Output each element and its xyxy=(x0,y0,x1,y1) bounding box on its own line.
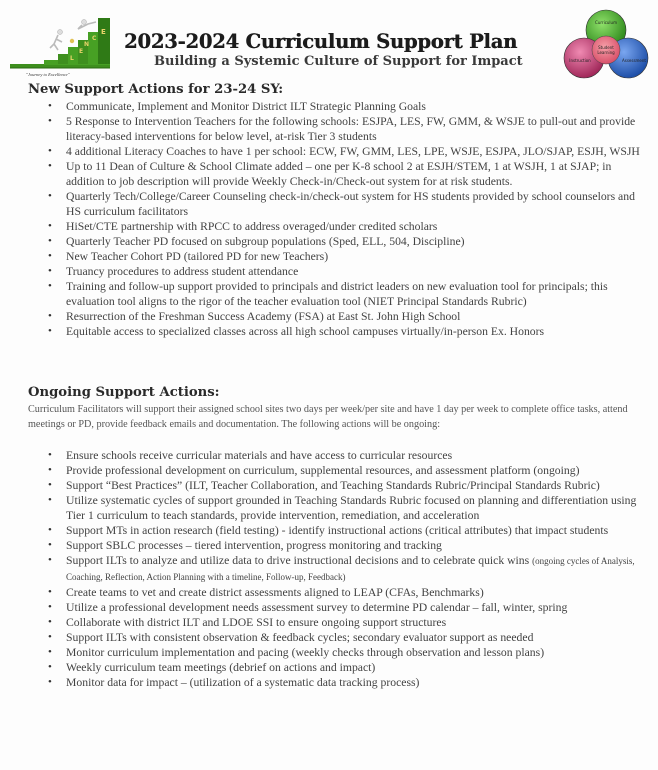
bullet-icon: • xyxy=(48,145,52,157)
bullet-icon: • xyxy=(48,494,52,506)
bullet-icon: • xyxy=(48,310,52,322)
bullet-icon: • xyxy=(48,115,52,127)
list-item: • Utilize a professional development needs assessment survey to determine PD calendar – fall, winter, spring xyxy=(48,601,568,614)
bullet-icon: • xyxy=(48,631,52,643)
bullet-icon: • xyxy=(48,235,52,247)
list-item: • Resurrection of the Freshman Success Academy (FSA) at East St. John High School xyxy=(48,310,461,323)
bullet-icon: • xyxy=(48,265,52,277)
curriculum-label: Curriculum xyxy=(595,20,617,25)
list-item: • 4 additional Literacy Coaches to have 1 per school: ECW, FW, GMM, LES, LPE, WSJE, ESJPA, JLO/SJAP, ESJH, WSJH xyxy=(48,145,640,158)
page-title: 2023-2024 Curriculum Support Plan xyxy=(124,30,518,53)
list-item: • Up to 11 Dean of Culture & School Climate added – one per K-8 school 2 at ESJH/STEM, 1 at WSJH, 1 at SJAP; in addition to job description will provide Weekly Check-in/Check-out system for at risk students. xyxy=(48,160,612,188)
journey-to-excellence-logo xyxy=(4,2,112,82)
svg-text:E: E xyxy=(101,28,106,36)
bullet-icon: • xyxy=(48,479,52,491)
ongoing-support-intro: Curriculum Facilitators will support their assigned school sites two days per week/per site and have 1 day per week to complete office tasks, attend meetings or PD, provide feedback emails and documentation. The following actions will be ongoing: xyxy=(28,404,628,430)
list-item: • Support “Best Practices” (ILT, Teacher Collaboration, and Teaching Standards Rubric/Principal Standards Rubric) xyxy=(48,479,600,492)
list-item: • Equitable access to specialized classes across all high school campuses virtually/in-person Ex. Honors xyxy=(48,325,545,338)
bullet-icon: • xyxy=(48,190,52,202)
list-item: • Collaborate with district ILT and LDOE SSI to ensure ongoing support structures xyxy=(48,616,447,629)
list-item: • Monitor data for impact – (utilization of a systematic data tracking process) xyxy=(48,676,420,689)
bullet-icon: • xyxy=(48,539,52,551)
list-item: • Ensure schools receive curricular materials and have access to curricular resources xyxy=(48,449,453,462)
svg-text:C: C xyxy=(92,35,97,42)
svg-text:L: L xyxy=(70,55,74,62)
list-item: • Quarterly Tech/College/Career Counseling check-in/check-out system for HS students provided by school counselors and HS curriculum facilitators xyxy=(48,190,635,218)
bullet-icon: • xyxy=(48,586,52,598)
list-item-note: (ongoing cycles of Analysis, Coaching, Reflection, Action Planning with a timeline, Follow-up, Feedback) xyxy=(66,556,635,582)
list-item: • Training and follow-up support provided to principals and district leaders on new evaluation tool for principals; this evaluation tool aligns to the rigor of the teacher evaluation tool (NIET Principal Standards Rubric) xyxy=(48,280,608,308)
list-item: • Communicate, Implement and Monitor District ILT Strategic Planning Goals xyxy=(48,100,426,113)
bullet-icon: • xyxy=(48,676,52,688)
svg-text:E: E xyxy=(79,48,84,55)
bullet-icon: • xyxy=(48,100,52,112)
bullet-icon: • xyxy=(48,616,52,628)
bullet-icon: • xyxy=(48,464,52,476)
instruction-label: Instruction xyxy=(569,58,591,63)
list-item: • Weekly curriculum team meetings (debrief on actions and impact) xyxy=(48,661,376,674)
new-support-list xyxy=(0,99,640,339)
bullet-icon: • xyxy=(48,250,52,262)
student-learning-label: Student Learning xyxy=(597,45,615,55)
list-item: • Create teams to vet and create district assessments aligned to LEAP (CFAs, Benchmarks) xyxy=(48,586,484,599)
bullet-icon: • xyxy=(48,220,52,232)
staircase-graphic xyxy=(4,2,112,74)
assessment-label: Assessment xyxy=(622,58,646,63)
ongoing-support-list xyxy=(0,448,640,690)
bullet-icon: • xyxy=(48,449,52,461)
page-subtitle: Building a Systemic Culture of Support for Impact xyxy=(154,54,523,69)
list-item: • Provide professional development on curriculum, supplemental resources, and assessment platform (ongoing) xyxy=(48,464,580,477)
list-item: • Quarterly Teacher PD focused on subgroup populations (Sped, ELL, 504, Discipline) xyxy=(48,235,465,248)
bullet-icon: • xyxy=(48,646,52,658)
logo-caption: "Journey to Excellence" xyxy=(26,72,70,77)
list-item: • Support ILTs to analyze and utilize data to drive instructional decisions and to celebrate quick wins (ongoing cycles of Analysis, Coaching, Reflection, Action Planning with a timeline, Follow-up, Feedback) xyxy=(48,554,635,582)
list-item: • Support ILTs with consistent observation & feedback cycles; secondary evaluator support as needed xyxy=(48,631,534,644)
venn-diagram-logo xyxy=(558,8,654,88)
bullet-icon: • xyxy=(48,601,52,613)
bullet-icon: • xyxy=(48,524,52,536)
bullet-icon: • xyxy=(48,280,52,292)
list-item: • Monitor curriculum implementation and pacing (weekly checks through observation and lesson plans) xyxy=(48,646,545,659)
bullet-icon: • xyxy=(48,661,52,673)
list-item: • Utilize systematic cycles of support grounded in Teaching Standards Rubric focused on planning and differentiation using Tier 1 curriculum to teach standards, provide intervention, remediation, and acceleration xyxy=(48,494,637,522)
list-item: • Support MTs in action research (field testing) - identify instructional actions (critical attributes) that impact students xyxy=(48,524,609,537)
list-item: • 5 Response to Intervention Teachers for the following schools: ESJPA, LES, FW, GMM, & WSJE to pull-out and provide literacy-based interventions for below level, at-risk Tier 3 students xyxy=(48,115,636,143)
ongoing-support-heading: Ongoing Support Actions: xyxy=(28,385,220,400)
bullet-icon: • xyxy=(48,325,52,337)
new-support-heading: New Support Actions for 23-24 SY: xyxy=(28,82,284,97)
list-item: • Truancy procedures to address student attendance xyxy=(48,265,299,278)
list-item: • HiSet/CTE partnership with RPCC to address overaged/under credited scholars xyxy=(48,220,438,233)
svg-text:N: N xyxy=(84,41,90,48)
list-item: • Support SBLC processes – tiered intervention, progress monitoring and tracking xyxy=(48,539,442,552)
list-item: • New Teacher Cohort PD (tailored PD for new Teachers) xyxy=(48,250,329,263)
bullet-icon: • xyxy=(48,160,52,172)
bullet-icon: • xyxy=(48,554,52,566)
